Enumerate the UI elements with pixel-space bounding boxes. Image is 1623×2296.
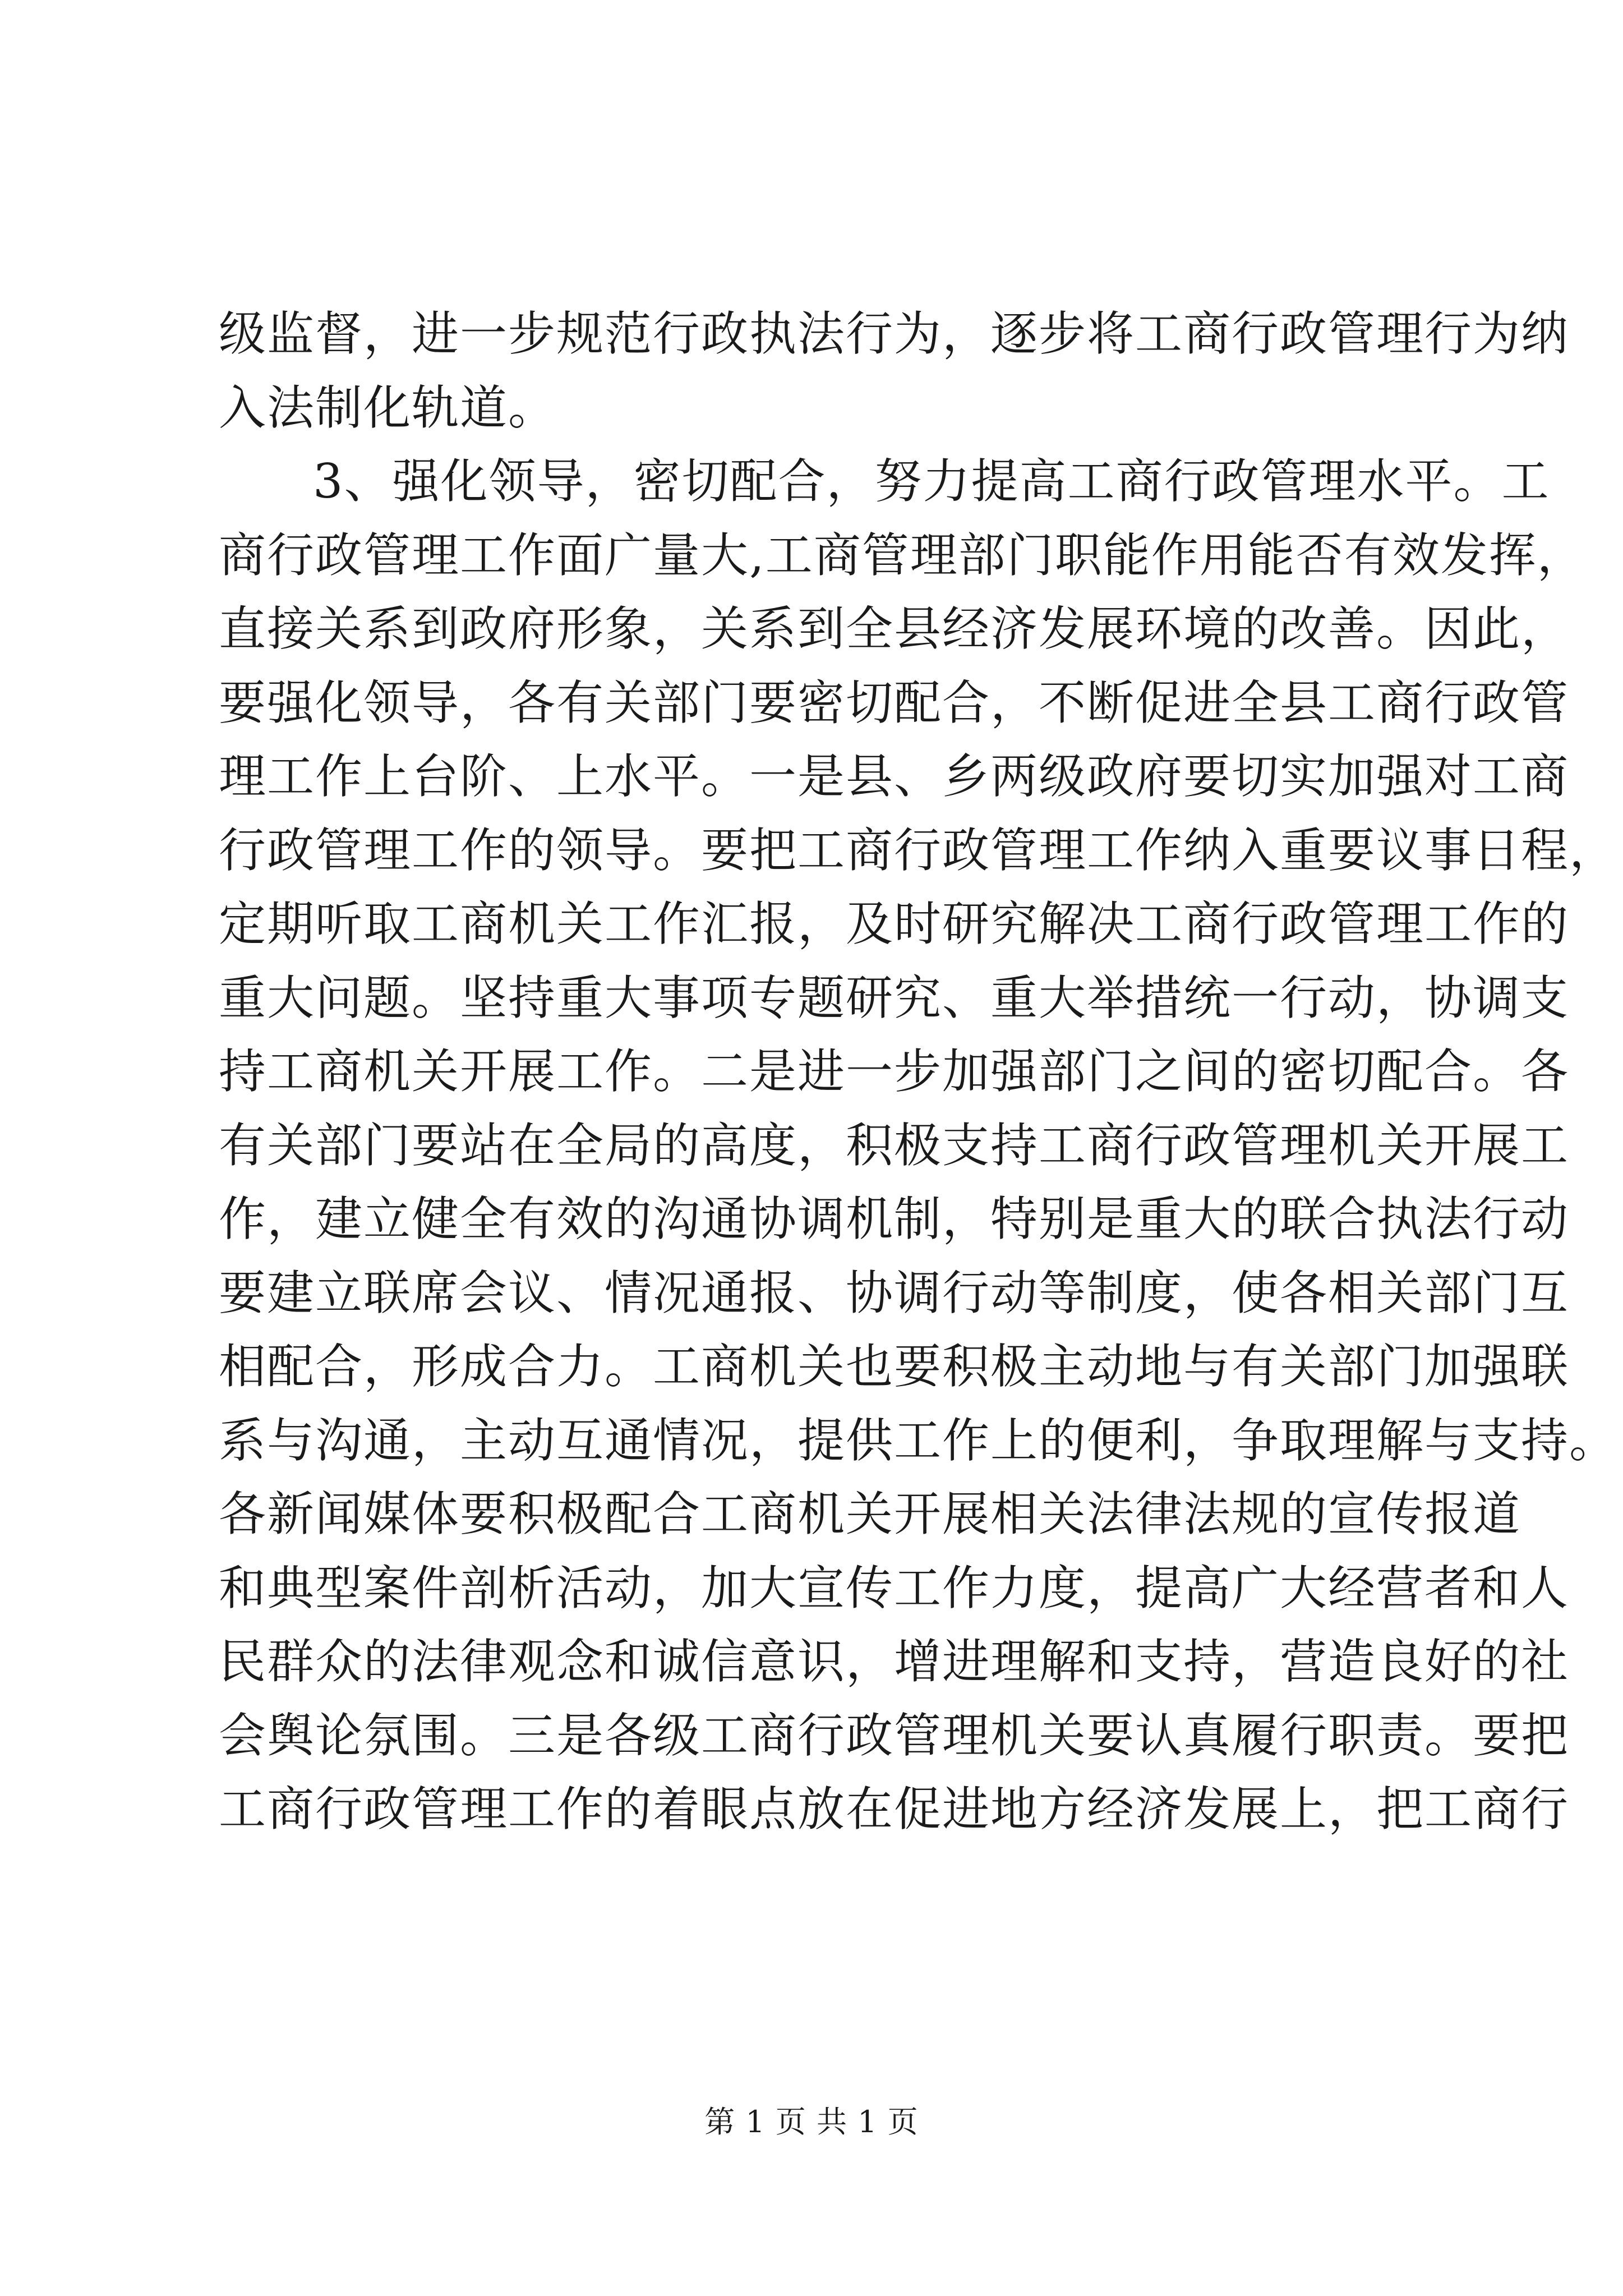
page-number-label: 第 1 页 共 1 页 xyxy=(704,2104,919,2139)
text-line-19: 民群众的法律观念和诚信意识，增进理解和支持，营造良好的社 xyxy=(219,1634,1570,1689)
text-line-9: 定期听取工商机关工作汇报，及时研究解决工商行政管理工作的 xyxy=(219,896,1570,951)
text-line-2: 入法制化轨道。 xyxy=(219,380,557,435)
text-line-17: 各新闻媒体要积极配合工商机关开展相关法律法规的宣传报道 xyxy=(219,1487,1521,1542)
text-line-12: 有关部门要站在全局的高度，积极支持工商行政管理机关开展工 xyxy=(219,1117,1570,1173)
text-line-6: 要强化领导，各有关部门要密切配合，不断促进全县工商行政管 xyxy=(219,675,1570,730)
text-line-14: 要建立联席会议、情况通报、协调行动等制度，使各相关部门互 xyxy=(219,1265,1570,1320)
text-line-15: 相配合，形成合力。工商机关也要积极主动地与有关部门加强联 xyxy=(219,1339,1570,1394)
text-line-5: 直接关系到政府形象，关系到全县经济发展环境的改善。因此， xyxy=(219,601,1570,656)
text-line-13: 作，建立健全有效的沟通协调机制，特别是重大的联合执法行动 xyxy=(219,1191,1570,1246)
page-footer xyxy=(0,2098,1623,2141)
text-line-8: 行政管理工作的领导。要把工商行政管理工作纳入重要议事日程， xyxy=(219,822,1618,878)
text-line-7: 理工作上台阶、上水平。一是县、乡两级政府要切实加强对工商 xyxy=(219,749,1570,804)
text-line-10: 重大问题。坚持重大事项专题研究、重大举措统一行动，协调支 xyxy=(219,970,1570,1025)
text-line-11: 持工商机关开展工作。二是进一步加强部门之间的密切配合。各 xyxy=(219,1044,1570,1099)
text-line-16: 系与沟通，主动互通情况，提供工作上的便利，争取理解与支持。 xyxy=(219,1412,1618,1468)
text-line-4: 商行政管理工作面广量大,工商管理部门职能作用能否有效发挥， xyxy=(219,527,1585,583)
section-3-heading-line: 3、强化领导，密切配合，努力提高工商行政管理水平。工 xyxy=(313,454,1550,509)
text-line-20: 会舆论氛围。三是各级工商行政管理机关要认真履行职责。要把 xyxy=(219,1708,1570,1763)
text-line-21: 工商行政管理工作的着眼点放在促进地方经济发展上，把工商行 xyxy=(219,1782,1570,1837)
body-text xyxy=(219,297,1618,1847)
text-line-1: 级监督，进一步规范行政执法行为，逐步将工商行政管理行为纳 xyxy=(219,306,1570,361)
text-line-18: 和典型案件剖析活动，加大宣传工作力度，提高广大经营者和人 xyxy=(219,1560,1570,1616)
